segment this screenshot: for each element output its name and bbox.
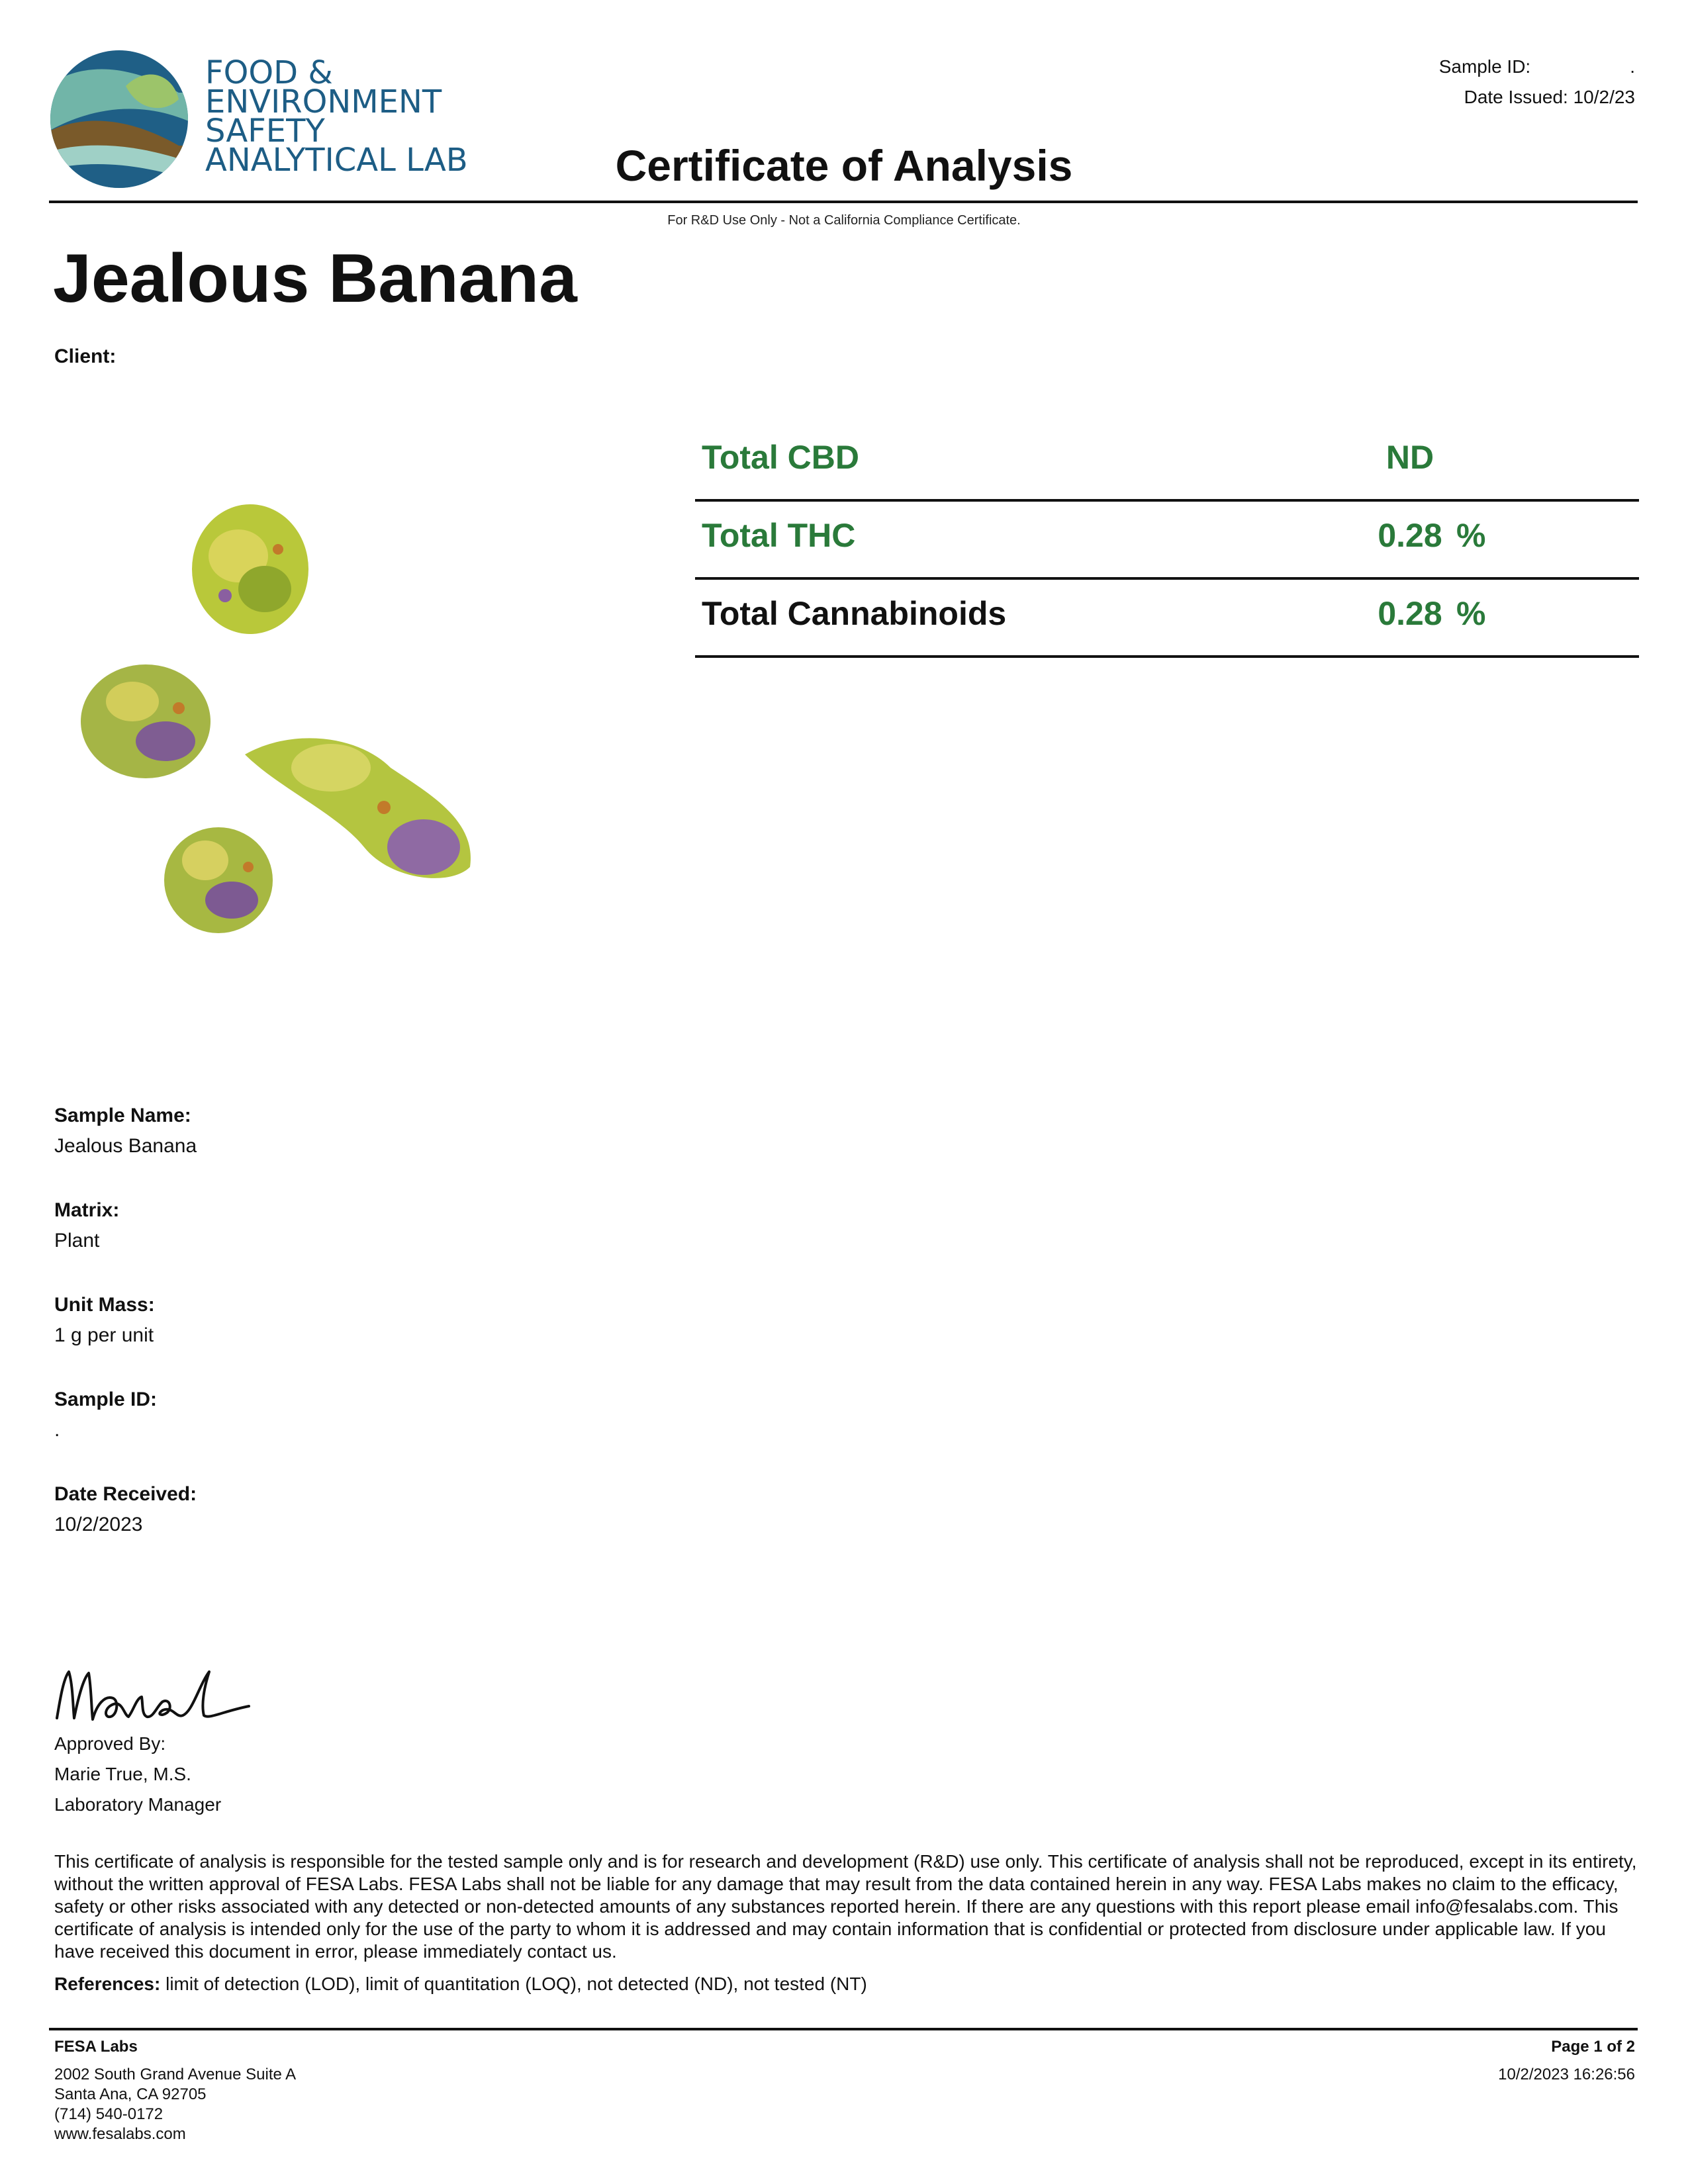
detail-label: Sample Name: [54,1105,191,1126]
signature-image [50,1659,256,1731]
detail-unit-mass [54,1291,650,1385]
totals-table [695,424,1639,658]
total-unit: % [1456,517,1486,554]
date-issued-label: Date Issued: [1464,87,1568,107]
total-label: Total CBD [702,439,859,476]
sample-id-row [1439,52,1635,82]
detail-value: Plant [54,1230,100,1251]
page-number: Page 1 of 2 [1551,2038,1635,2056]
disclaimer-text: This certificate of analysis is responsible for the tested sample only and is for research and development (R&D) use only. This certificate of analysis shall not be reproduced, except in its entirety, without the written approval of FESA Labs. FESA Labs shall not be liable for any damage that may result from the data contained herein in any way. FESA Labs makes no claim to the efficacy, safety or other risks associated with any detected or non-detected amounts of any substances reported herein. If there are any questions with this report please email info@fesalabs.com. This certificate of analysis is intended only for the use of the party to whom it is addressed and may contain information that is confidential or protected from disclosure under applicable law. If you have received this document in error, please immediately contact us. [54,1851,1637,1962]
footer-address-line: Santa Ana, CA 92705 [54,2085,207,2103]
total-value: 0.28 [1378,595,1442,632]
total-row-thc [695,502,1639,580]
product-name: Jealous Banana [53,240,577,317]
logo-line: SAFETY [205,113,325,150]
references-text: limit of detection (LOD), limit of quantitation (LOQ), not detected (ND), not tested (NT) [165,1974,867,1994]
footer-page-info [1498,2037,1635,2085]
footer-website: www.fesalabs.com [54,2125,186,2143]
detail-sample-name [54,1101,650,1196]
sample-photo [79,477,530,979]
certificate-title: Certificate of Analysis [615,141,1073,190]
header-divider [49,201,1638,203]
logo-line: ANALYTICAL LAB [205,142,468,179]
footer-phone: (714) 540-0172 [54,2105,164,2123]
references-label: References: [54,1974,161,1994]
approval-block [54,1729,221,1820]
approver-name: Marie True, M.S. [54,1764,191,1784]
client-label: Client: [54,345,117,367]
total-value: 0.28 [1378,517,1442,554]
detail-matrix [54,1196,650,1291]
sample-details [54,1101,650,1574]
references [54,1974,1643,1995]
detail-label: Sample ID: [54,1388,158,1410]
logo-line: ENVIRONMENT [205,83,442,120]
total-row-cannabinoids [695,580,1639,658]
approved-by-label: Approved By: [54,1733,166,1754]
total-label: Total THC [702,517,856,554]
date-issued-value: 10/2/23 [1573,87,1635,107]
detail-sample-id [54,1385,650,1480]
approver-role: Laboratory Manager [54,1794,222,1815]
detail-value: . [54,1419,60,1441]
sample-id-value: . [1630,56,1635,77]
print-timestamp: 10/2/2023 16:26:56 [1498,2066,1635,2083]
detail-value: 1 g per unit [54,1324,154,1346]
detail-label: Date Received: [54,1483,197,1505]
total-value: ND [1385,439,1434,476]
detail-label: Unit Mass: [54,1294,155,1316]
rd-use-note: For R&D Use Only - Not a California Compliance Certificate. [667,213,1021,228]
sample-id-label: Sample ID: [1438,56,1531,77]
sample-photo-image [79,477,530,979]
detail-date-received [54,1480,650,1574]
detail-label: Matrix: [54,1199,120,1221]
total-label: Total Cannabinoids [702,595,1007,632]
detail-value: 10/2/2023 [54,1514,143,1535]
footer-divider [49,2028,1638,2030]
signature [50,1659,256,1731]
logo-line: FOOD & [205,54,333,91]
total-unit: % [1456,595,1486,632]
header-meta [1439,52,1635,113]
footer-address-line: 2002 South Grand Avenue Suite A [54,2066,297,2083]
footer-contact [54,2037,296,2144]
date-issued-row [1439,82,1635,113]
detail-value: Jealous Banana [54,1135,197,1157]
footer-company: FESA Labs [54,2038,138,2056]
total-row-cbd [695,424,1639,502]
